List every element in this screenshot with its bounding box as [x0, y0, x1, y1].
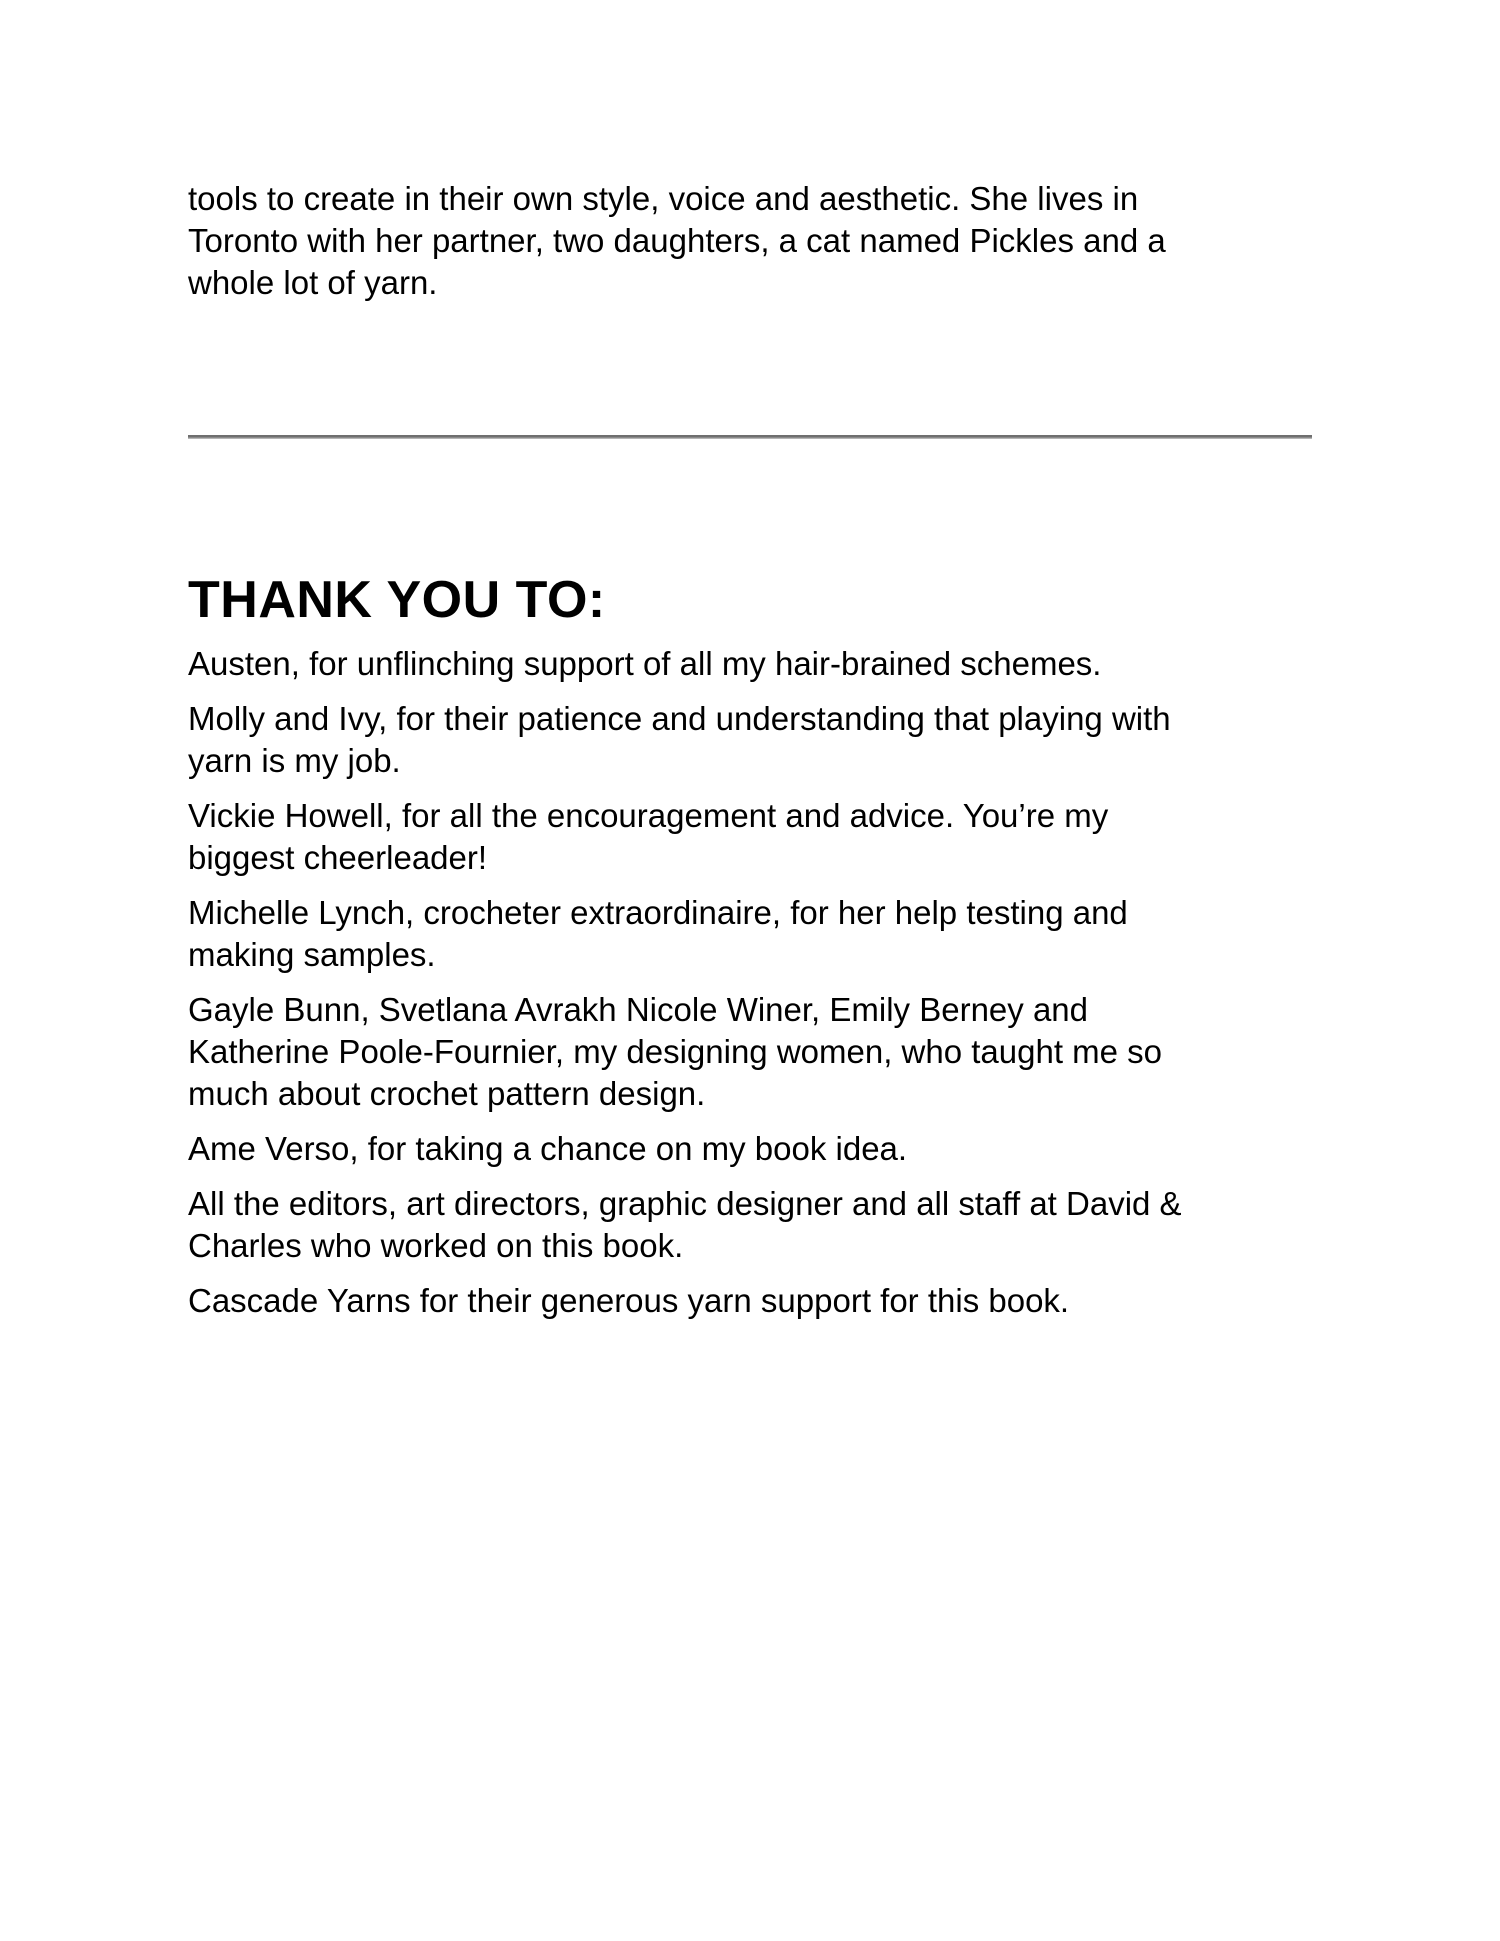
- text-line: much about crochet pattern design.: [188, 1075, 706, 1112]
- acknowledgement-paragraph: [188, 643, 1312, 685]
- acknowledgement-paragraph: [188, 1280, 1312, 1322]
- acknowledgement-paragraph: [188, 989, 1312, 1115]
- intro-paragraph: [188, 178, 1312, 304]
- section-divider: [188, 435, 1312, 439]
- text-line: biggest cheerleader!: [188, 839, 488, 876]
- page-content: [188, 0, 1312, 1322]
- acknowledgement-paragraph: [188, 892, 1312, 976]
- text-line: Charles who worked on this book.: [188, 1227, 684, 1264]
- text-line: Austen, for unflinching support of all my hair-brained schemes.: [188, 645, 1102, 682]
- acknowledgement-paragraph: [188, 698, 1312, 782]
- section-heading: THANK YOU TO:: [188, 571, 606, 629]
- text-line: All the editors, art directors, graphic designer and all staff at David &: [188, 1185, 1182, 1222]
- text-line: yarn is my job.: [188, 742, 401, 779]
- acknowledgement-paragraph: [188, 1128, 1312, 1170]
- text-line: Gayle Bunn, Svetlana Avrakh Nicole Winer, Emily Berney and: [188, 991, 1089, 1028]
- text-line: Molly and Ivy, for their patience and understanding that playing with: [188, 700, 1171, 737]
- text-line: Vickie Howell, for all the encouragement and advice. You’re my: [188, 797, 1109, 834]
- text-line: Katherine Poole-Fournier, my designing women, who taught me so: [188, 1033, 1163, 1070]
- acknowledgement-paragraph: [188, 1183, 1312, 1267]
- text-line: Toronto with her partner, two daughters, a cat named Pickles and a: [188, 222, 1166, 259]
- text-line: tools to create in their own style, voice and aesthetic. She lives in: [188, 180, 1139, 217]
- text-line: Ame Verso, for taking a chance on my book idea.: [188, 1130, 908, 1167]
- text-line: Cascade Yarns for their generous yarn support for this book.: [188, 1282, 1070, 1319]
- text-line: whole lot of yarn.: [188, 264, 438, 301]
- text-line: making samples.: [188, 936, 436, 973]
- acknowledgement-paragraph: [188, 795, 1312, 879]
- acknowledgements-list: [188, 643, 1312, 1322]
- text-line: Michelle Lynch, crocheter extraordinaire, for her help testing and: [188, 894, 1128, 931]
